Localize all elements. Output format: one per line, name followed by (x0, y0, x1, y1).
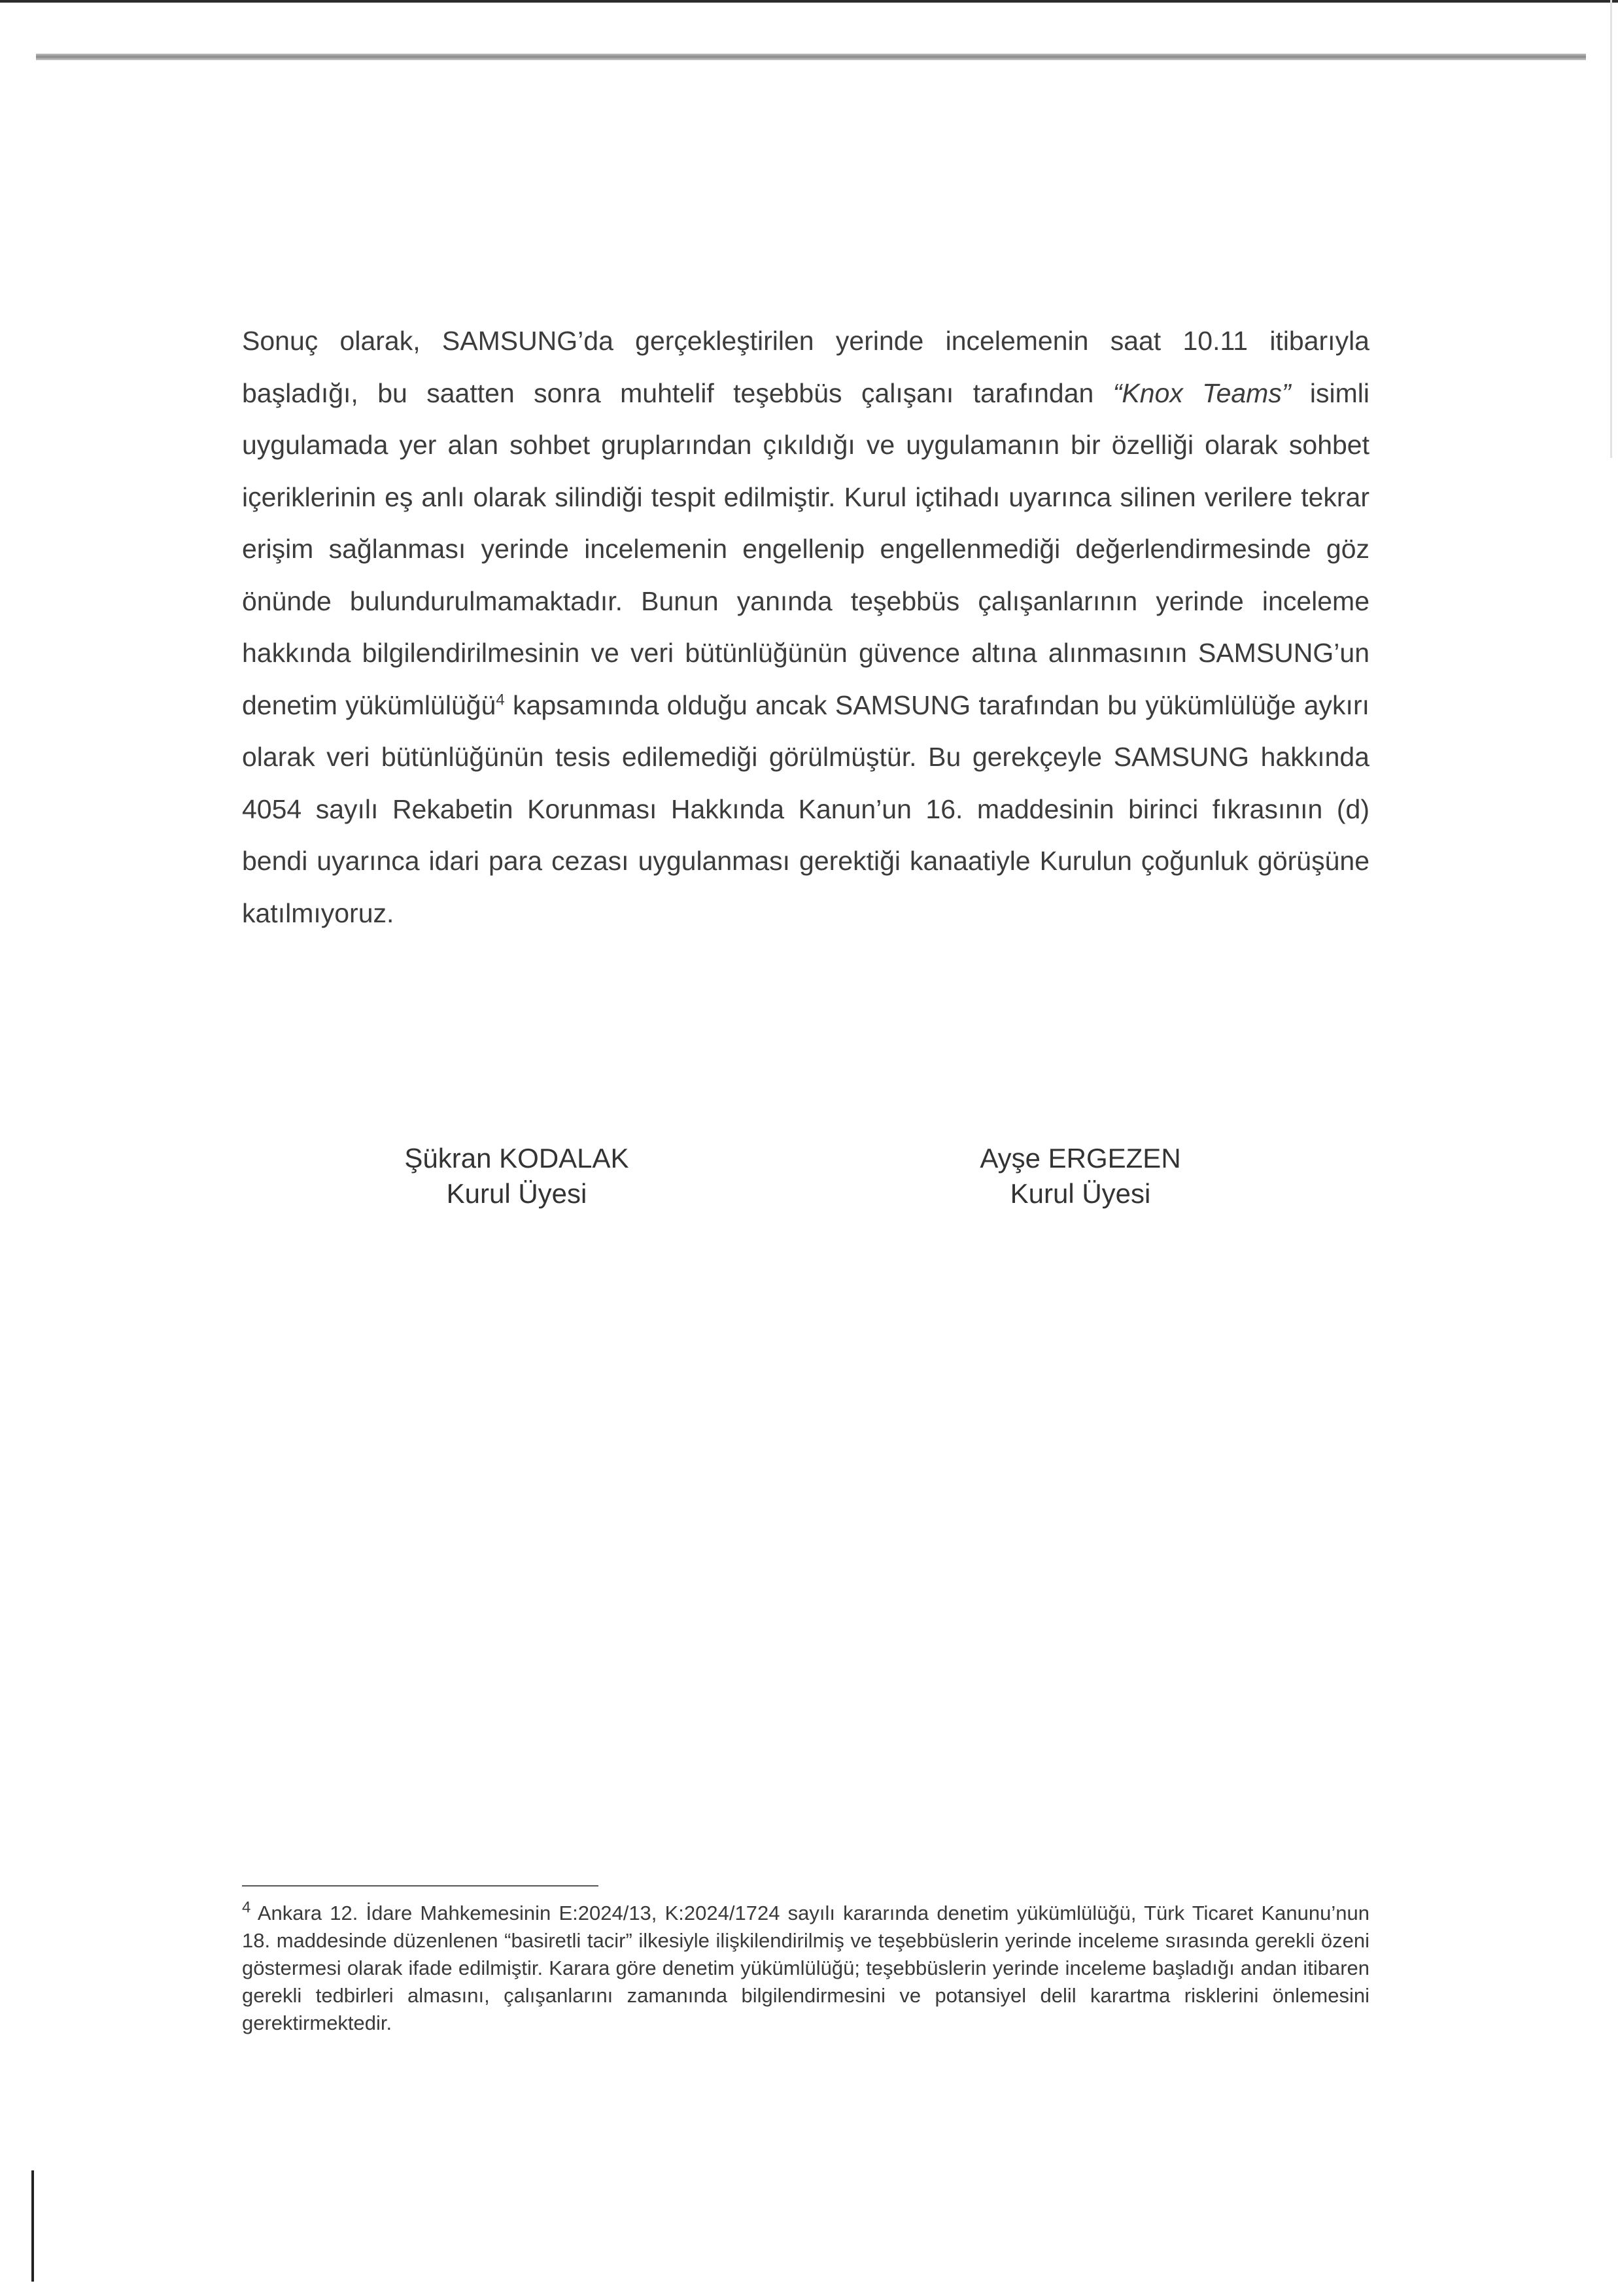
signatory-name: Şükran KODALAK (404, 1143, 629, 1174)
signature-block-right (884, 1141, 1277, 1211)
signatory-title: Kurul Üyesi (446, 1178, 587, 1209)
signatory-title: Kurul Üyesi (1010, 1178, 1151, 1209)
paragraph-part-3: kapsamında olduğu ancak SAMSUNG tarafından bu yükümlülüğe aykırı olarak veri bütünlüğünün tesis edilemediği görülmüştür. Bu gerekçeyle SAMSUNG hakkında 4054 sayılı Rekabetin Korunması Hakkında Kanun’un 16. maddesinin birinci fıkrasının (d) bendi uyarınca idari para cezası uygulanması gerektiği kanaatiyle Kurulun çoğunluk görüşüne katılmıyoruz. (242, 689, 1369, 928)
page-top-edge (0, 0, 1618, 3)
signature-block-left (320, 1141, 713, 1211)
footnote (242, 1900, 1369, 2037)
header-rule (36, 54, 1586, 60)
footnote-text: Ankara 12. İdare Mahkemesinin E:2024/13, K:2024/1724 sayılı kararında denetim yükümlülüğü, Türk Ticaret Kanunu’nun 18. maddesinde düzenlenen “basiretli tacir” ilkesiyle ilişkilendirilmiş ve teşebbüslerin yerinde inceleme sırasında gerekli özeni göstermesi olarak ifade edilmiştir. Karara göre denetim yükümlülüğü; teşebbüslerin yerinde inceleme başladığı andan itibaren gerekli tedbirleri almasını, çalışanlarını zamanında bilgilendirmesini ve potansiyel delil karartma risklerini önlemesini gerektirmektedir. (242, 1902, 1369, 2034)
scan-edge-mark (1610, 0, 1612, 458)
dissent-paragraph (242, 315, 1369, 939)
scan-margin-mark (31, 2170, 34, 2282)
footnote-reference[interactable]: 4 (496, 690, 505, 708)
paragraph-part-2: isimli uygulamada yer alan sohbet gruplarından çıkıldığı ve uygulamanın bir özelliği olarak sohbet içeriklerinin eş anlı olarak silindiği tespit edilmiştir. Kurul içtihadı uyarınca silinen verilere tekrar erişim sağlanması yerinde incelemenin engellenip engellenmediği değerlendirmesinde göz önünde bulundurulmamaktadır. Bunun yanında teşebbüs çalışanlarının yerinde inceleme hakkında bilgilendirilmesinin ve veri bütünlüğünün güvence altına alınmasının SAMSUNG’un denetim yükümlülüğü (242, 377, 1370, 720)
app-name: “Knox Teams” (1112, 377, 1291, 408)
footnote-marker: 4 (242, 1898, 251, 1917)
footnote-separator (242, 1885, 598, 1887)
signatory-name: Ayşe ERGEZEN (980, 1143, 1181, 1174)
paragraph-part-1: Sonuç olarak, SAMSUNG’da gerçekleştirilen yerinde incelemenin saat 10.11 itibarıyla başladığı, bu saatten sonra muhtelif teşebbüs çalışanı tarafından (242, 326, 1369, 408)
